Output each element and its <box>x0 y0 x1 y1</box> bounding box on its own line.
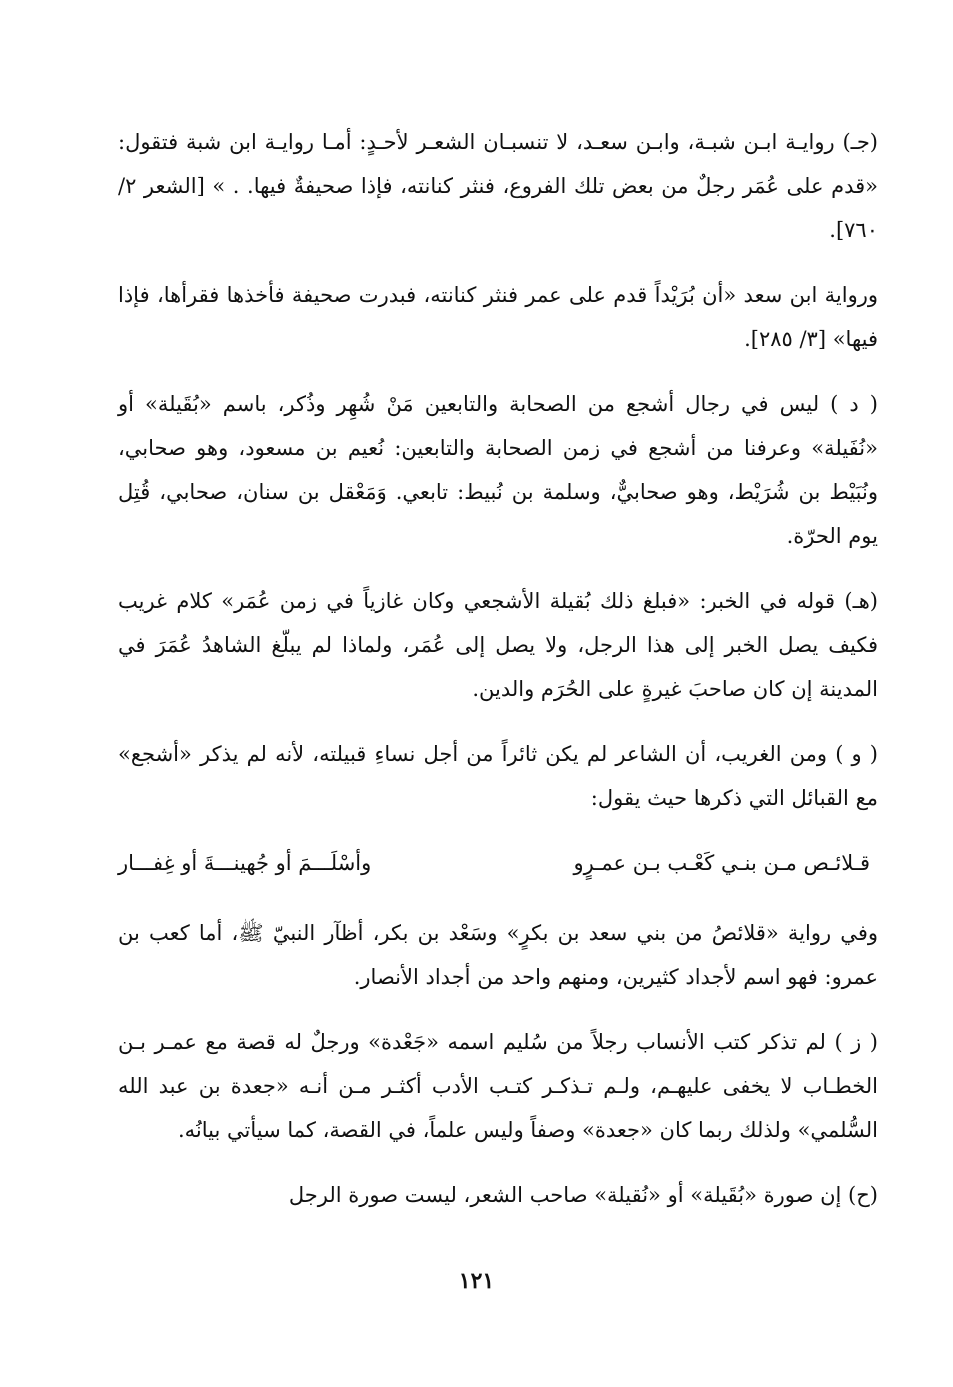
paragraph-riwaya: وفي رواية «قلائصُ من بني سعد بن بكرٍ» وسَعْد بن بكر، أظآر النبيّ ﷺ، أما كعب بن عمرو: فهو اسم لأجداد كثيرين، ومنهم واحد من أجداد الأنصار. <box>118 921 878 989</box>
page-number: ١٢١ <box>458 1268 495 1294</box>
page-body <box>118 120 878 1238</box>
paragraph-ibn-saad: ورواية ابن سعد «أن بُرَيْداً قدم على عمر فنثر كنانته، فبدرت صحيفة فأخذها فقرأها، فإذا فيها» [٣/ ٢٨٥]. <box>118 283 878 351</box>
paragraph-dal: ( د ) ليس في رجال أشجع من الصحابة والتابعين مَنْ شُهِر وذُكر، باسم «بُقَيلة» أو «نُفَيلة» وعرفنا من أشجع في زمن الصحابة والتابعين: نُعيم بن مسعود، وهو صحابي، ونُبَيْط بن شُرَيْط، وهو صحابيٌّ، وسلمة بن نُبيط: تابعي. وَمَعْقل بن سنان، صحابي، قُتِل يوم الحرّة. <box>118 392 878 548</box>
paragraph-ha: (هـ) قوله في الخبر: «فبلغ ذلك بُقيلة الأشجعي وكان غازياً في زمن عُمَر» كلام غريب فكيف يصل الخبر إلى هذا الرجل، ولا يصل إلى عُمَر، ولماذا لم يبلّغ الشاهدُ عُمَرَ في المدينة إن كان صاحبَ غيرةٍ على الحُرَم والدين. <box>118 589 878 701</box>
paragraph-ha2: (ح) إن صورة «بُقَيلة» أو «نُقيلة» صاحب الشعر، ليست صورة الرجل <box>288 1183 878 1207</box>
paragraph-waw: ( و ) ومن الغريب، أن الشاعر لم يكن ثائراً من أجل نساءِ قبيلته، لأنه لم يذكر «أشجع» مع القبائل التي ذكرها حيث يقول: <box>118 742 878 810</box>
verse-first-hemistich: قـلائـص مـن بنـي كَعْـب بـن عمـرٍو <box>573 851 870 875</box>
verse-second-hemistich: وأسْلَـــمَ أو جُهينـــةَ أو غِفـــار <box>118 851 372 875</box>
paragraph-jim: (جـ) روايـة ابـن شبـة، وابـن سعـد، لا تنسبـان الشعـر لأحـدٍ: أمـا روايـة ابن شبة فتقول: «قدم على عُمَر رجلٌ من بعض تلك الفروع، فنثر كنانته، فإذا صحيفةٌ فيها. . » [الشعر ٢/ ٧٦٠]. <box>118 130 878 242</box>
poem-verse <box>118 841 878 885</box>
paragraph-zay: ( ز ) لم تذكر كتب الأنساب رجلاً من سُليم اسمه «جَعْدة» ورجلٌ له قصة مع عمـر بـن الخطـاب لا يخفى عليهـم، ولـم تـذكـر كتـب الأدب أكثـر مـن أنـه «جعدة بن عبد الله السُّلمي» ولذلك ربما كان «جعدة» وصفاً وليس علماً، في القصة، كما سيأتي بيانُه. <box>118 1030 878 1142</box>
